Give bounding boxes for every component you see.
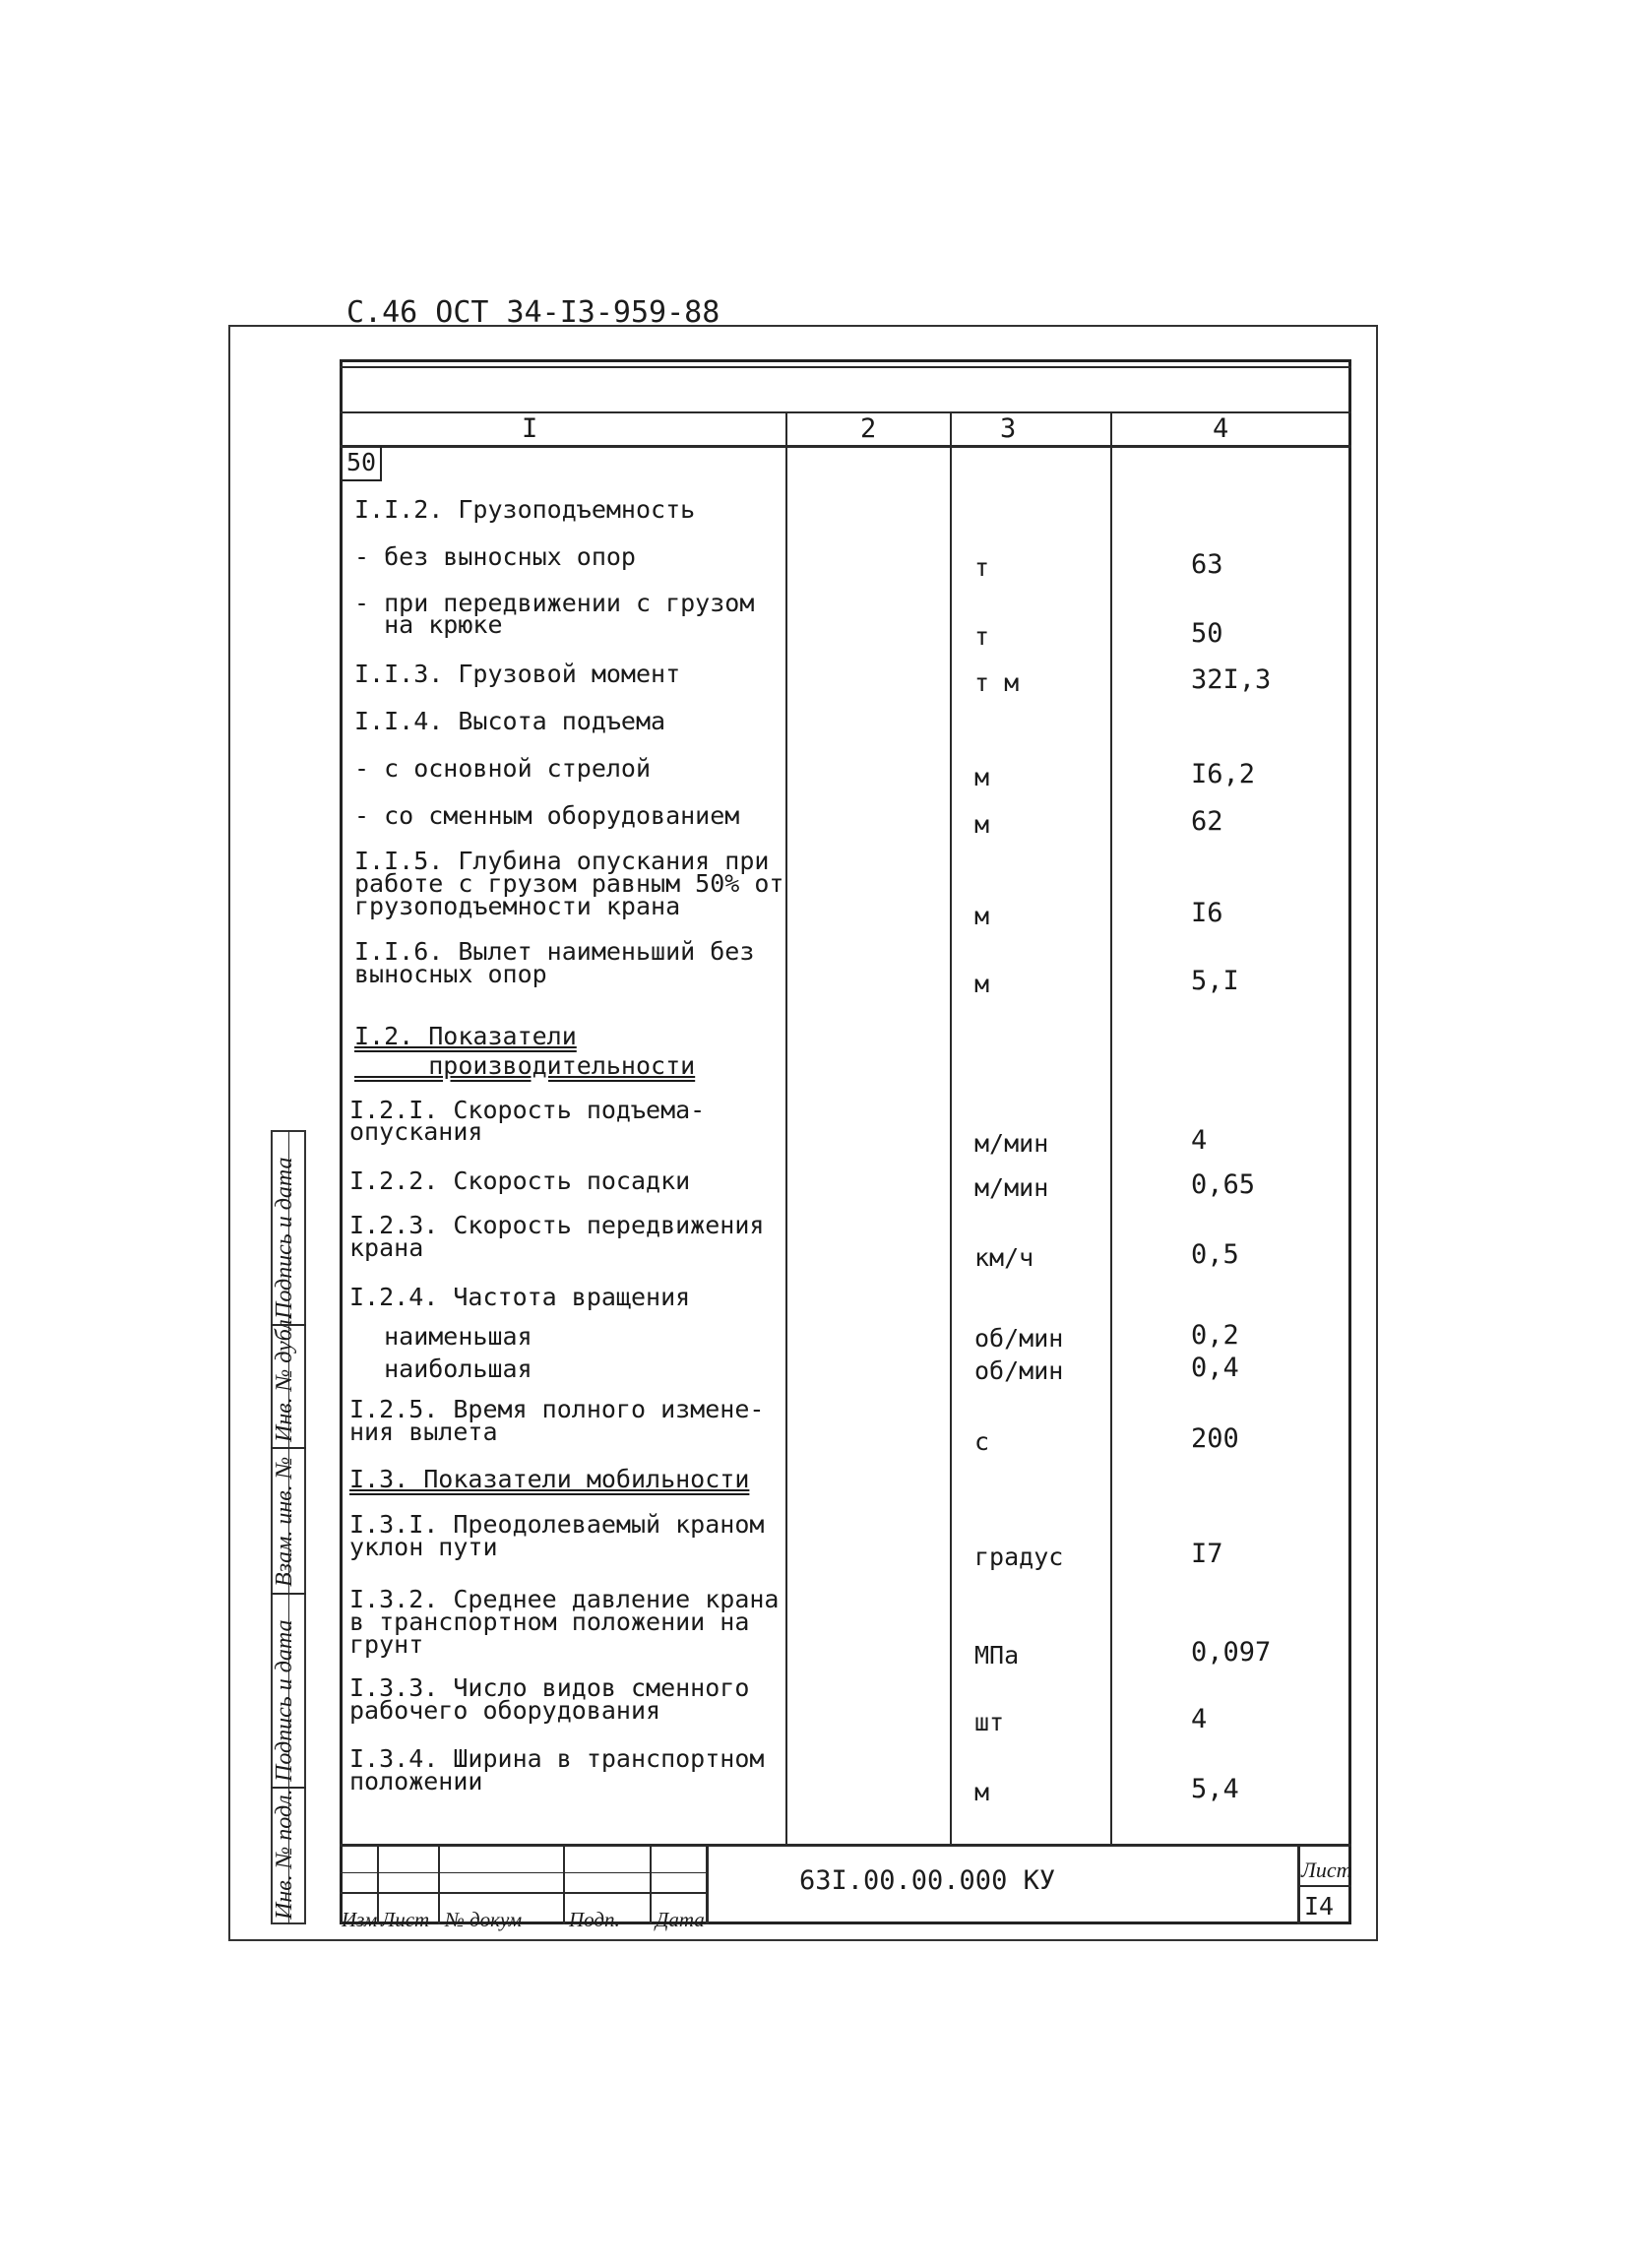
row-1-label: I.I.2. Грузоподъемность	[354, 495, 696, 524]
row-21-unit: шт	[974, 1708, 1005, 1736]
row-3-label: - при передвижении с грузом на крюке	[354, 589, 755, 639]
title-block-col-doc: № докум	[445, 1908, 523, 1931]
row-3-unit: т	[974, 622, 990, 651]
row-15-label: наименьшая	[354, 1322, 532, 1351]
row-16-value: 0,4	[1191, 1353, 1239, 1383]
title-block-col-date: Дата	[656, 1908, 705, 1931]
row-2-unit: т	[974, 553, 990, 582]
row-22-unit: м	[974, 1778, 990, 1806]
header-top-line	[340, 411, 1351, 413]
title-block-col-izm: Изм	[342, 1908, 378, 1931]
column-header-3: 3	[1000, 413, 1017, 444]
header-bottom-line	[340, 445, 1351, 448]
row-21-label: I.3.3. Число видов сменного рабочего оборудования	[349, 1673, 750, 1725]
sheet-number: I4	[1304, 1892, 1335, 1921]
title-block-col-list: Лист	[381, 1908, 430, 1931]
row-7-unit: м	[974, 810, 990, 839]
title-block-col-3	[563, 1844, 565, 1924]
row-18-label: I.3. Показатели мобильности	[349, 1465, 750, 1493]
row-6-unit: м	[974, 763, 990, 791]
row-10-label: I.2. Показатели производительности	[354, 1022, 696, 1080]
title-block-col-sign: Подп.	[569, 1908, 620, 1931]
top-band-line	[340, 366, 1351, 368]
row-17-label: I.2.5. Время полного измене- ния вылета	[349, 1395, 765, 1446]
side-stamp-vzam-inv: Взам. инв. №	[272, 1456, 297, 1587]
row-19-unit: градус	[974, 1543, 1064, 1571]
title-block-col-5	[706, 1844, 709, 1924]
column-header-1: I	[522, 413, 538, 444]
side-stamp-sep-3	[271, 1593, 306, 1595]
side-stamp-inv-dubl: Инв. № дубл.	[272, 1313, 297, 1442]
row-17-value: 200	[1191, 1423, 1239, 1454]
title-block-sheet-col	[1297, 1844, 1300, 1924]
row-21-value: 4	[1191, 1704, 1208, 1734]
row-8-unit: м	[974, 902, 990, 930]
row-15-unit: об/мин	[974, 1324, 1064, 1353]
row-13-label: I.2.3. Скорость передвижения крана	[349, 1211, 765, 1262]
page-reference: С.46 ОСТ 34-I3-959-88	[346, 295, 720, 330]
row-2-value: 63	[1191, 549, 1223, 580]
row-12-value: 0,65	[1191, 1169, 1256, 1200]
column-header-4: 4	[1213, 413, 1229, 444]
row-20-unit: МПа	[974, 1641, 1020, 1670]
side-stamp-sign-date-2: Подпись и дата	[272, 1157, 297, 1319]
side-stamp-sign-date-1: Подпись и дата	[272, 1619, 297, 1782]
row-16-unit: об/мин	[974, 1356, 1064, 1385]
row-9-unit: м	[974, 970, 990, 998]
col-divider-3	[1110, 411, 1112, 1844]
title-block-col-2	[438, 1844, 440, 1924]
row-4-unit: т м	[974, 668, 1020, 697]
row-12-label: I.2.2. Скорость посадки	[349, 1166, 691, 1195]
row-20-value: 0,097	[1191, 1637, 1272, 1668]
col-divider-2	[950, 411, 952, 1844]
section-badge	[343, 446, 382, 481]
row-13-unit: км/ч	[974, 1243, 1034, 1272]
row-7-value: 62	[1191, 806, 1223, 837]
row-19-value: I7	[1191, 1539, 1223, 1569]
side-stamp-inv-podl: Инв. № подл.	[272, 1789, 297, 1920]
row-14-label: I.2.4. Частота вращения	[349, 1283, 691, 1311]
row-16-label: наибольшая	[354, 1354, 532, 1383]
row-11-value: 4	[1191, 1125, 1208, 1156]
row-8-label: I.I.5. Глубина опускания при работе с грузом равным 50% от грузоподъемности крана	[354, 847, 784, 920]
sheet-label: Лист	[1301, 1858, 1352, 1882]
row-17-unit: с	[974, 1427, 990, 1456]
row-6-label: - с основной стрелой	[354, 754, 652, 783]
column-header-2: 2	[860, 413, 877, 444]
row-22-value: 5,4	[1191, 1774, 1239, 1804]
row-6-value: I6,2	[1191, 759, 1256, 789]
row-2-label: - без выносных опор	[354, 542, 636, 571]
row-11-unit: м/мин	[974, 1129, 1049, 1158]
document-number: 63I.00.00.000 КУ	[799, 1865, 1056, 1896]
side-stamp-sep-2	[271, 1447, 306, 1449]
row-7-label: - со сменным оборудованием	[354, 801, 740, 830]
col-divider-1	[785, 411, 787, 1844]
row-22-label: I.3.4. Ширина в транспортном положении	[349, 1744, 765, 1796]
row-13-value: 0,5	[1191, 1239, 1239, 1270]
title-block-top-line	[340, 1844, 1351, 1847]
row-20-label: I.3.2. Среднее давление крана в транспортном положении на грунт	[349, 1585, 780, 1659]
row-8-value: I6	[1191, 898, 1223, 928]
row-3-value: 50	[1191, 618, 1223, 649]
title-block-col-1	[377, 1844, 379, 1924]
row-15-value: 0,2	[1191, 1320, 1239, 1351]
row-9-label: I.I.6. Вылет наименьший без выносных опор	[354, 937, 755, 988]
row-9-value: 5,I	[1191, 966, 1239, 996]
row-12-unit: м/мин	[974, 1173, 1049, 1202]
section-badge-number: 50	[346, 448, 377, 476]
title-block-sheet-line	[1297, 1885, 1351, 1887]
title-block-col-4	[650, 1844, 652, 1924]
row-4-value: 32I,3	[1191, 664, 1272, 695]
row-11-label: I.2.I. Скорость подъема- опускания	[349, 1096, 706, 1146]
row-4-label: I.I.3. Грузовой момент	[354, 660, 681, 688]
row-19-label: I.3.I. Преодолеваемый краном уклон пути	[349, 1510, 765, 1561]
row-5-label: I.I.4. Высота подъема	[354, 707, 666, 735]
